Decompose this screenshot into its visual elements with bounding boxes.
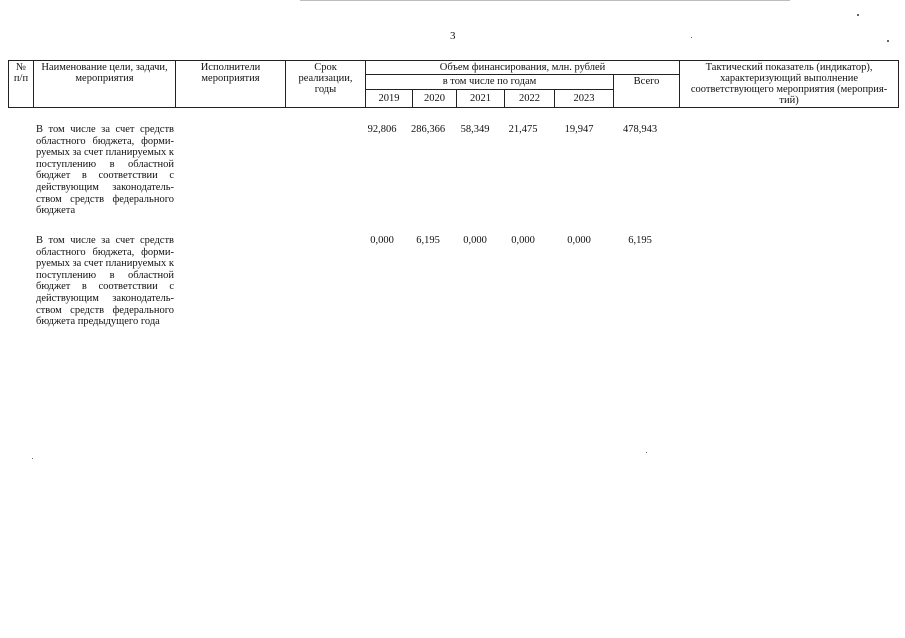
value-2022: 21,475 [508, 124, 538, 135]
scan-speck [887, 40, 889, 42]
value-2021: 58,349 [460, 124, 490, 135]
row-description: В том числе за счет средств областного бюджета, форми- руемых за счет планируемых к поступлению в областной бюджет в соответствии с действующим законодатель- ством средств федерального бюджета предыдущего года [36, 235, 174, 328]
header-num: № п/п [9, 61, 34, 108]
header-indicator: Тактический показатель (индикатор), характеризующий выполнение соответствующего мероприятия (мероприя- тий) [680, 61, 899, 108]
header-year-2019: 2019 [366, 90, 413, 108]
header-funding: Объем финансирования, млн. рублей [366, 61, 680, 75]
scan-speck [691, 37, 692, 38]
value-2020: 6,195 [416, 235, 440, 246]
value-2020: 286,366 [410, 124, 446, 135]
header-term: Срок реализации, годы [286, 61, 366, 108]
scan-top-edge-line [300, 0, 790, 1]
table-header [8, 60, 899, 108]
scan-speck [32, 458, 33, 459]
header-year-2021: 2021 [457, 90, 505, 108]
value-2021: 0,000 [463, 235, 487, 246]
value-2019: 92,806 [367, 124, 397, 135]
header-year-2022: 2022 [505, 90, 555, 108]
header-year-2023: 2023 [555, 90, 614, 108]
header-year-2020: 2020 [413, 90, 457, 108]
row-description: В том числе за счет средств областного бюджета, форми- руемых за счет планируемых к поступлению в областной бюджет в соответствии с действующим законодатель- ством средств федерального бюджета [36, 124, 174, 217]
page-number: 3 [450, 30, 456, 42]
scan-speck [646, 452, 647, 453]
header-name: Наименование цели, задачи, мероприятия [34, 61, 176, 108]
value-2019: 0,000 [370, 235, 394, 246]
header-executors: Исполнители мероприятия [176, 61, 286, 108]
header-total: Всего [614, 75, 680, 108]
value-2023: 19,947 [564, 124, 594, 135]
header-by-years: в том числе по годам [366, 75, 614, 90]
value-total: 478,943 [622, 124, 658, 135]
value-2022: 0,000 [511, 235, 535, 246]
value-total: 6,195 [628, 235, 652, 246]
scan-speck [857, 14, 859, 16]
value-2023: 0,000 [567, 235, 591, 246]
